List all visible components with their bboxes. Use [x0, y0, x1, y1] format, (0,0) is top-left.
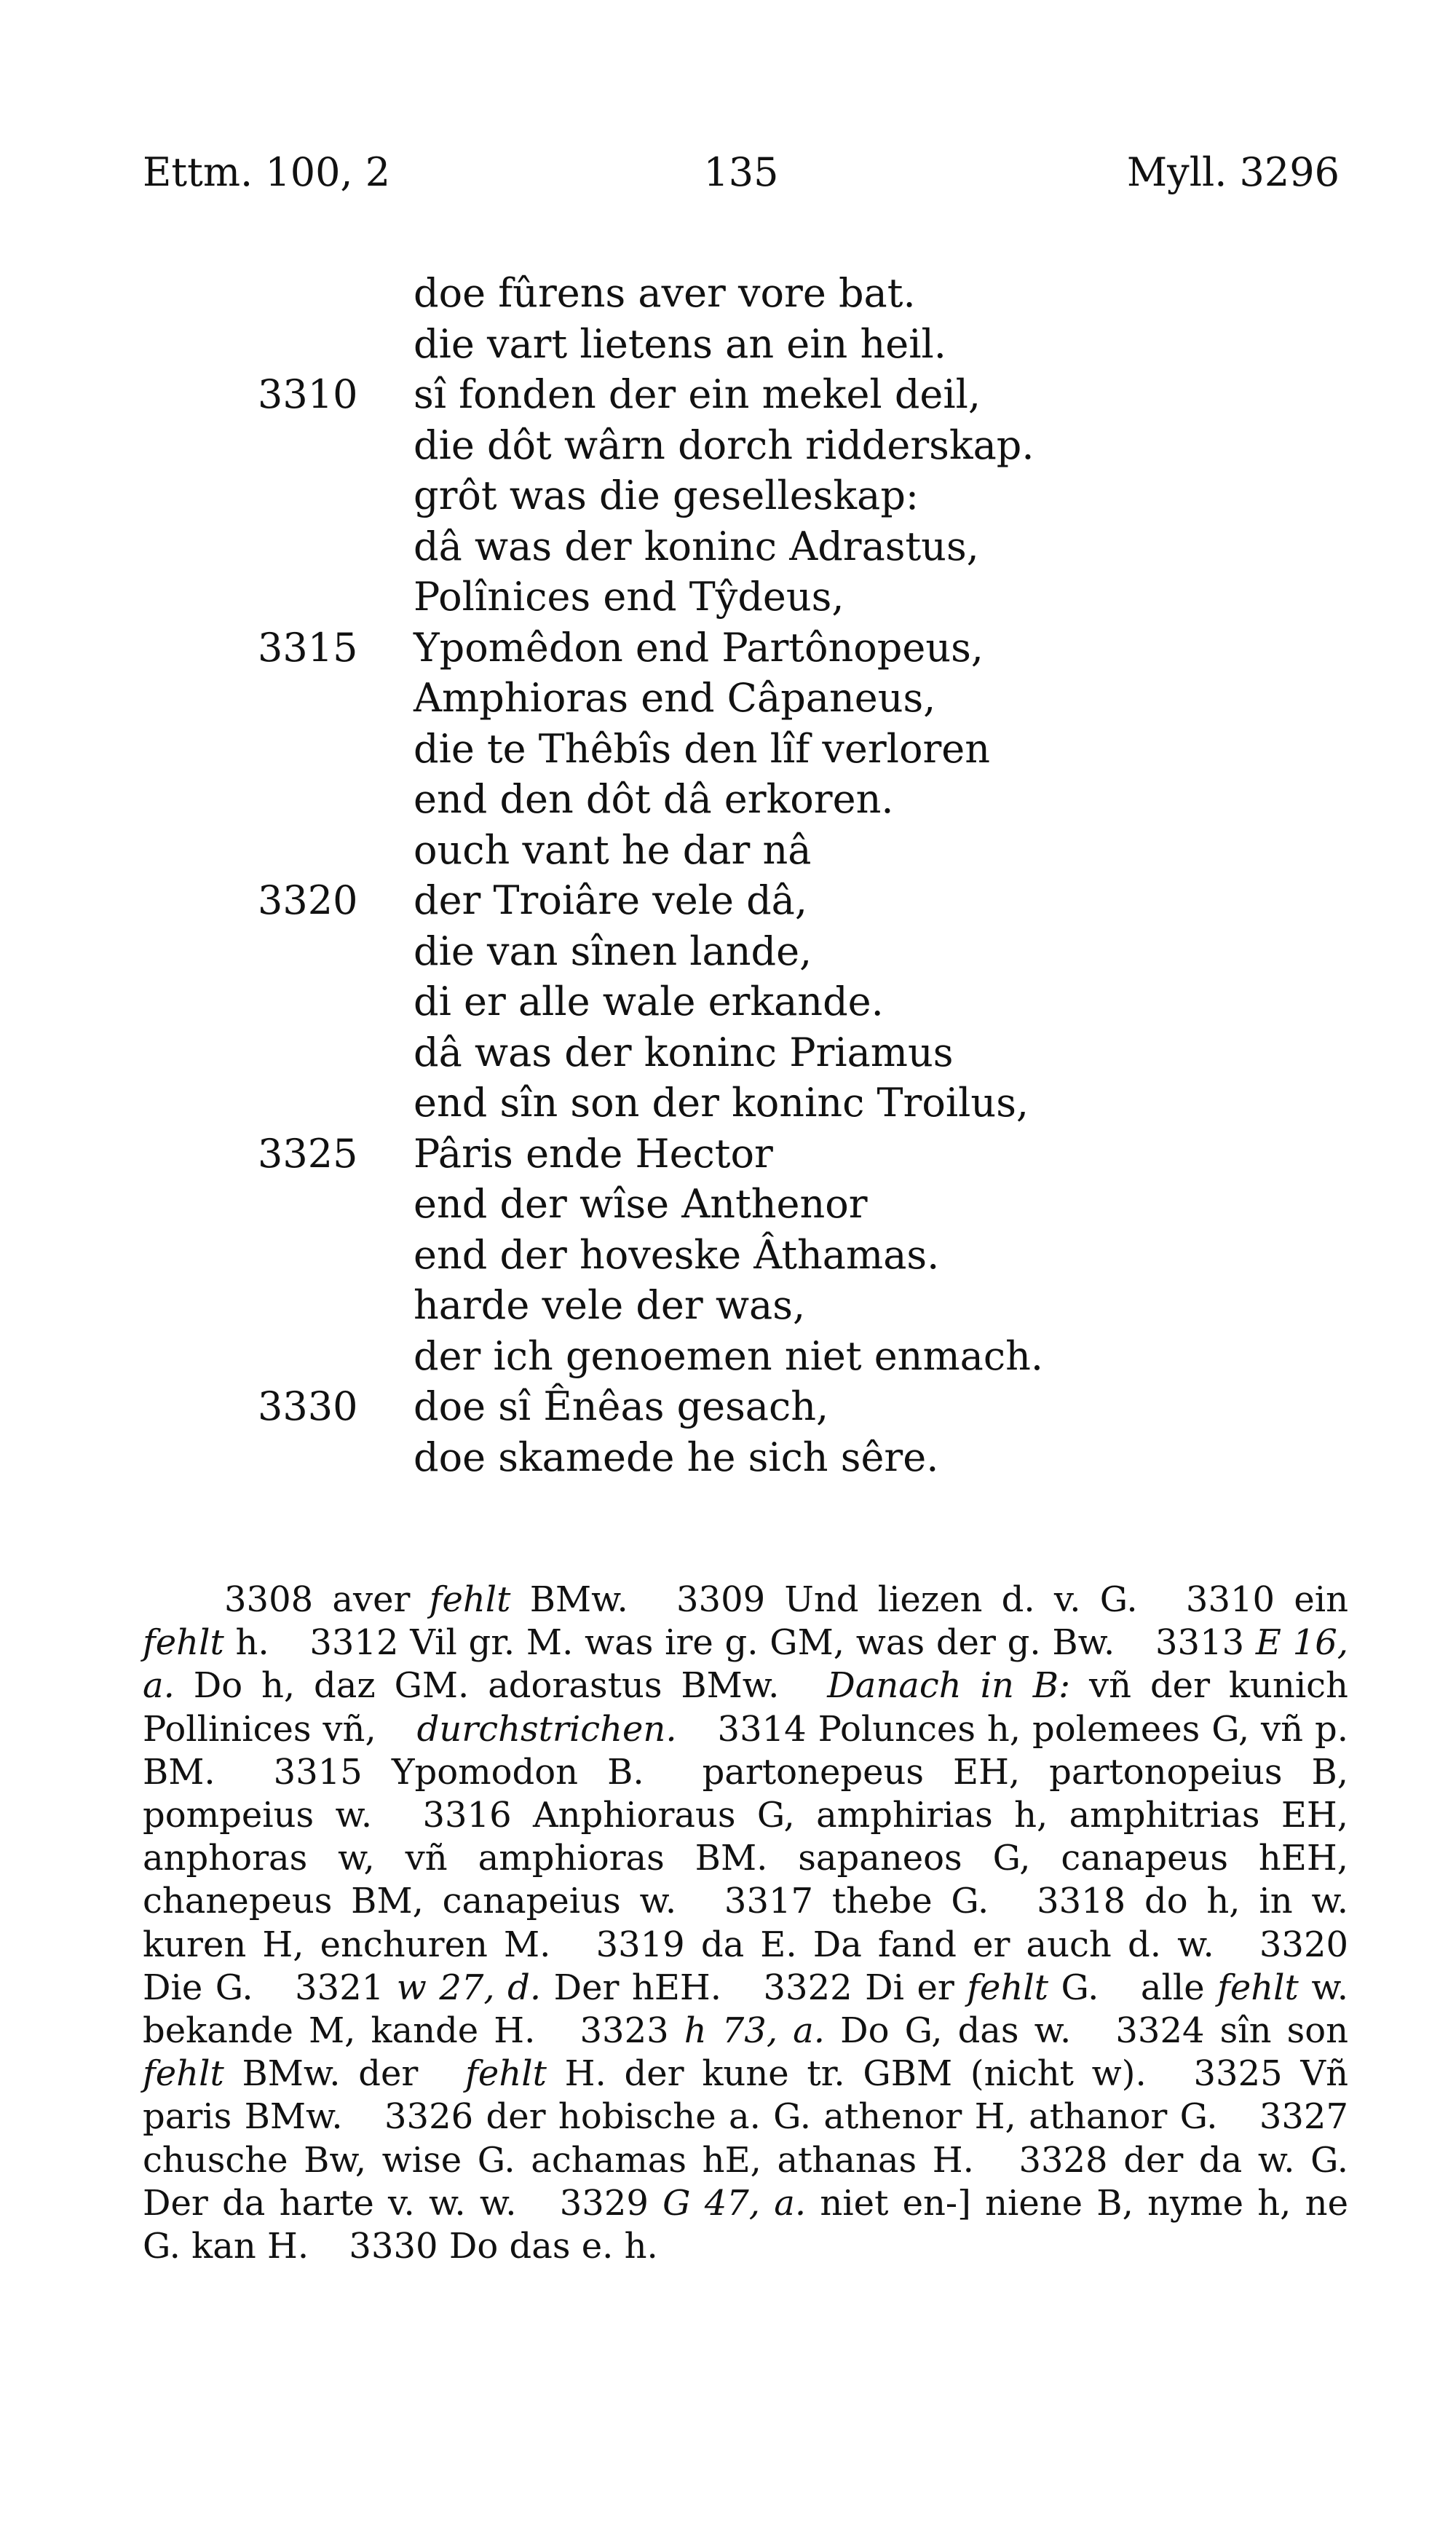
verse-text: Amphioras end Câpaneus, — [414, 675, 936, 721]
verse-text: der ich genoemen niet enmach. — [414, 1332, 1044, 1379]
note-text: G. — [951, 1881, 989, 1922]
verse-text: ouch vant he dar nâ — [414, 826, 812, 873]
verse-number: 3310 — [258, 371, 358, 417]
verse-text: Ypomêdon end Partônopeus, — [414, 624, 984, 671]
verse-text: doe fûrens aver vore bat. — [414, 270, 916, 316]
verse-text: dâ was der koninc Priamus — [414, 1029, 954, 1075]
verse-text: end der hoveske Âthamas. — [414, 1231, 940, 1278]
note-italic: fehlt — [967, 1967, 1049, 2008]
note-italic: Danach in B: — [827, 1665, 1071, 1707]
verse-line — [0, 1432, 1456, 1483]
verse-text: grôt was die geselleskap: — [414, 473, 919, 518]
note-text: Die — [143, 1967, 203, 2008]
note-italic: G 47, a. — [662, 2182, 807, 2224]
note-line-number: 3328 — [1018, 2139, 1108, 2181]
note-line-number: 3325 — [1193, 2053, 1283, 2095]
verse-line — [0, 521, 1456, 572]
note-line-number: 3315 — [273, 1751, 363, 1793]
verse-line — [0, 1331, 1456, 1382]
verse-text: die te Thêbîs den lîf verloren — [414, 725, 991, 772]
note-italic: fehlt — [143, 2053, 224, 2095]
note-text: aver — [332, 1579, 411, 1620]
verse-text: Pâris ende Hector — [414, 1130, 773, 1177]
verse-text: Polînices end Tŷdeus, — [414, 574, 844, 620]
note-text: w. — [335, 1795, 373, 1836]
verse-text: end sîn son der koninc Troilus, — [414, 1080, 1029, 1126]
note-text: Und liezen d. v. — [784, 1579, 1081, 1620]
verse-text: die vart lietens an ein heil. — [414, 320, 946, 367]
verse-text: doe sî Ênêas gesach, — [414, 1383, 829, 1429]
note-line-number: 3327 — [1259, 2096, 1348, 2138]
verse-line — [0, 369, 1456, 420]
apparatus-entry — [274, 1752, 673, 1793]
note-line-number: 3322 — [763, 1967, 852, 2008]
verse-line — [0, 420, 1456, 471]
apparatus-entry — [724, 1881, 1008, 1921]
verse-line — [0, 875, 1456, 926]
note-line-number: 3313 — [1155, 1622, 1245, 1664]
note-text: Vñ paris — [143, 2053, 1348, 2138]
verse-block — [0, 268, 1456, 1482]
note-line-number: 3309 — [676, 1579, 766, 1620]
note-line-number: 3316 — [422, 1795, 512, 1836]
verse-line — [0, 1280, 1456, 1331]
note-text: w. — [1177, 1924, 1214, 1965]
note-line-number: 3320 — [1259, 1924, 1349, 1965]
apparatus-entry — [349, 2226, 657, 2267]
note-text: da E. Da fand er auch d. — [700, 1924, 1161, 1965]
verse-line — [0, 976, 1456, 1027]
verse-line — [0, 825, 1456, 876]
note-line-number: 3329 — [559, 2182, 649, 2224]
note-text: ein — [1294, 1579, 1348, 1620]
note-text: G. — [1099, 1579, 1138, 1620]
note-line-number: 3330 — [349, 2226, 438, 2267]
verse-line — [0, 1381, 1456, 1432]
note-line-number: 3318 — [1037, 1881, 1126, 1922]
note-text: Do h, daz GM. adorastus BMw. — [193, 1665, 780, 1707]
apparatus-entry — [309, 1622, 1126, 1663]
note-text: BM. — [143, 1751, 215, 1793]
verse-number: 3320 — [258, 877, 358, 923]
note-line-number: 3312 — [309, 1622, 399, 1664]
note-text: H. der kune tr. GBM (nicht w). — [564, 2053, 1147, 2095]
verse-number: 3325 — [258, 1130, 358, 1177]
apparatus-entry — [384, 2096, 1230, 2137]
verse-text: harde vele der was, — [414, 1282, 806, 1328]
note-text: do h, in w. kuren H, enchuren — [143, 1881, 1349, 1965]
verse-line — [0, 1129, 1456, 1180]
verse-line — [0, 774, 1456, 825]
verse-text: doe skamede he sich sêre. — [414, 1434, 939, 1480]
verse-text: der Troiâre vele dâ, — [414, 877, 808, 923]
note-text: BMw. — [244, 2096, 343, 2138]
verse-line — [0, 470, 1456, 521]
verse-number: 3330 — [258, 1383, 358, 1429]
note-text: alle — [1140, 1967, 1205, 2008]
note-line-number: 3323 — [579, 2010, 669, 2052]
note-text: niet en-] niene B, nyme h, ne G. kan H. — [143, 2182, 1348, 2267]
note-text: chusche Bw, wise G. achamas hE, athanas — [143, 2139, 917, 2181]
verse-line — [0, 1027, 1456, 1078]
running-header — [143, 149, 1340, 200]
apparatus-entry — [580, 2010, 1087, 2051]
note-line-number: 3326 — [384, 2096, 474, 2138]
note-italic: fehlt — [465, 2053, 547, 2095]
note-text: G. — [1179, 2096, 1218, 2138]
note-text: vñ der kunich Pollinices vñ, — [143, 1665, 1348, 1750]
verse-line — [0, 724, 1456, 775]
note-text: Ypomodon — [391, 1751, 579, 1793]
note-text: BMw. — [529, 1579, 628, 1620]
note-line-number: 3317 — [724, 1881, 814, 1922]
apparatus-entry — [676, 1579, 1157, 1620]
verse-line — [0, 572, 1456, 623]
note-line-number: 3321 — [295, 1967, 384, 2008]
note-italic: durchstrichen. — [416, 1708, 677, 1750]
note-text: Do G, das w. — [840, 2010, 1072, 2052]
verse-text: end der wîse Anthenor — [414, 1181, 868, 1227]
note-text: M. was ire g. GM, was der g. Bw. — [526, 1622, 1115, 1664]
note-text: Anphioraus G, amphirias h, amphitrias EH, anphoras w, vñ amphioras BM. sapaneos G, canapeus hEH, chanepeus BM, canapeius — [143, 1795, 1348, 1922]
note-line-number: 3314 — [717, 1708, 807, 1750]
apparatus-entry — [465, 2053, 1164, 2094]
apparatus-entry — [596, 1924, 1230, 1965]
note-text: Polunces h, polemees G, vñ p. — [818, 1708, 1348, 1750]
verse-text: die dôt wârn dorch ridderskap. — [414, 422, 1034, 468]
verse-line — [0, 1230, 1456, 1281]
note-italic: h 73, a. — [684, 2010, 826, 2052]
note-italic: w 27, d. — [396, 1967, 542, 2008]
note-text: G. — [1061, 1967, 1099, 2008]
note-text: h. — [235, 1622, 269, 1664]
note-text: partonepeus EH, partonopeius B, pompeius — [143, 1751, 1348, 1836]
note-text: w. bekande M, kande H. — [143, 1967, 1348, 2052]
note-text: BMw. der — [242, 2053, 419, 2095]
header-left-reference: Ettm. 100, 2 — [143, 149, 391, 195]
apparatus-entry — [417, 1709, 689, 1750]
verse-line — [0, 623, 1456, 673]
apparatus-entry — [763, 1967, 1111, 2008]
apparatus-entry — [224, 1579, 647, 1620]
note-text: Do das e. — [448, 2226, 614, 2267]
verse-text: die van sînen lande, — [414, 928, 812, 974]
verse-number: 3315 — [258, 624, 358, 671]
page-number: 135 — [703, 149, 779, 195]
verse-line — [0, 673, 1456, 724]
verse-line — [0, 268, 1456, 319]
note-italic: fehlt — [429, 1579, 511, 1620]
note-line-number: 3310 — [1185, 1579, 1275, 1620]
note-text: G. — [215, 1967, 253, 2008]
note-text: Vil gr. — [410, 1622, 515, 1664]
note-italic: E 16, a. — [143, 1622, 1348, 1707]
verse-line — [0, 1179, 1456, 1230]
note-text: thebe — [831, 1881, 933, 1922]
note-text: der hobische a. G. athenor H, athanor — [486, 2096, 1168, 2138]
note-text: w. — [479, 2182, 517, 2224]
verse-line — [0, 319, 1456, 370]
note-text: H. — [932, 2139, 974, 2181]
verse-text: end den dôt dâ erkoren. — [414, 776, 894, 822]
note-text: M. — [504, 1924, 551, 1965]
note-line-number: 3308 — [224, 1579, 314, 1620]
verse-text: sî fonden der ein mekel deil, — [414, 371, 981, 417]
note-text: der da w. G. Der da harte v. w. — [143, 2139, 1348, 2224]
verse-text: di er alle wale erkande. — [414, 979, 884, 1024]
note-text: Der hEH. — [553, 1967, 721, 2008]
note-text: sîn son — [1219, 2010, 1349, 2052]
note-text: h. — [624, 2226, 658, 2267]
note-line-number: 3324 — [1115, 2010, 1205, 2052]
note-text: Di er — [865, 1967, 954, 2008]
header-right-reference: Myll. 3296 — [1126, 149, 1340, 195]
note-text: B. — [607, 1751, 644, 1793]
note-italic: fehlt — [143, 1622, 224, 1664]
note-line-number: 3319 — [596, 1924, 685, 1965]
apparatus-notes — [143, 1579, 1348, 2268]
note-text: w. — [639, 1881, 677, 1922]
apparatus-entry — [295, 1967, 734, 2008]
verse-line — [0, 1078, 1456, 1129]
verse-text: dâ was der koninc Adrastus, — [414, 523, 979, 569]
note-italic: fehlt — [1217, 1967, 1299, 2008]
verse-line — [0, 926, 1456, 977]
